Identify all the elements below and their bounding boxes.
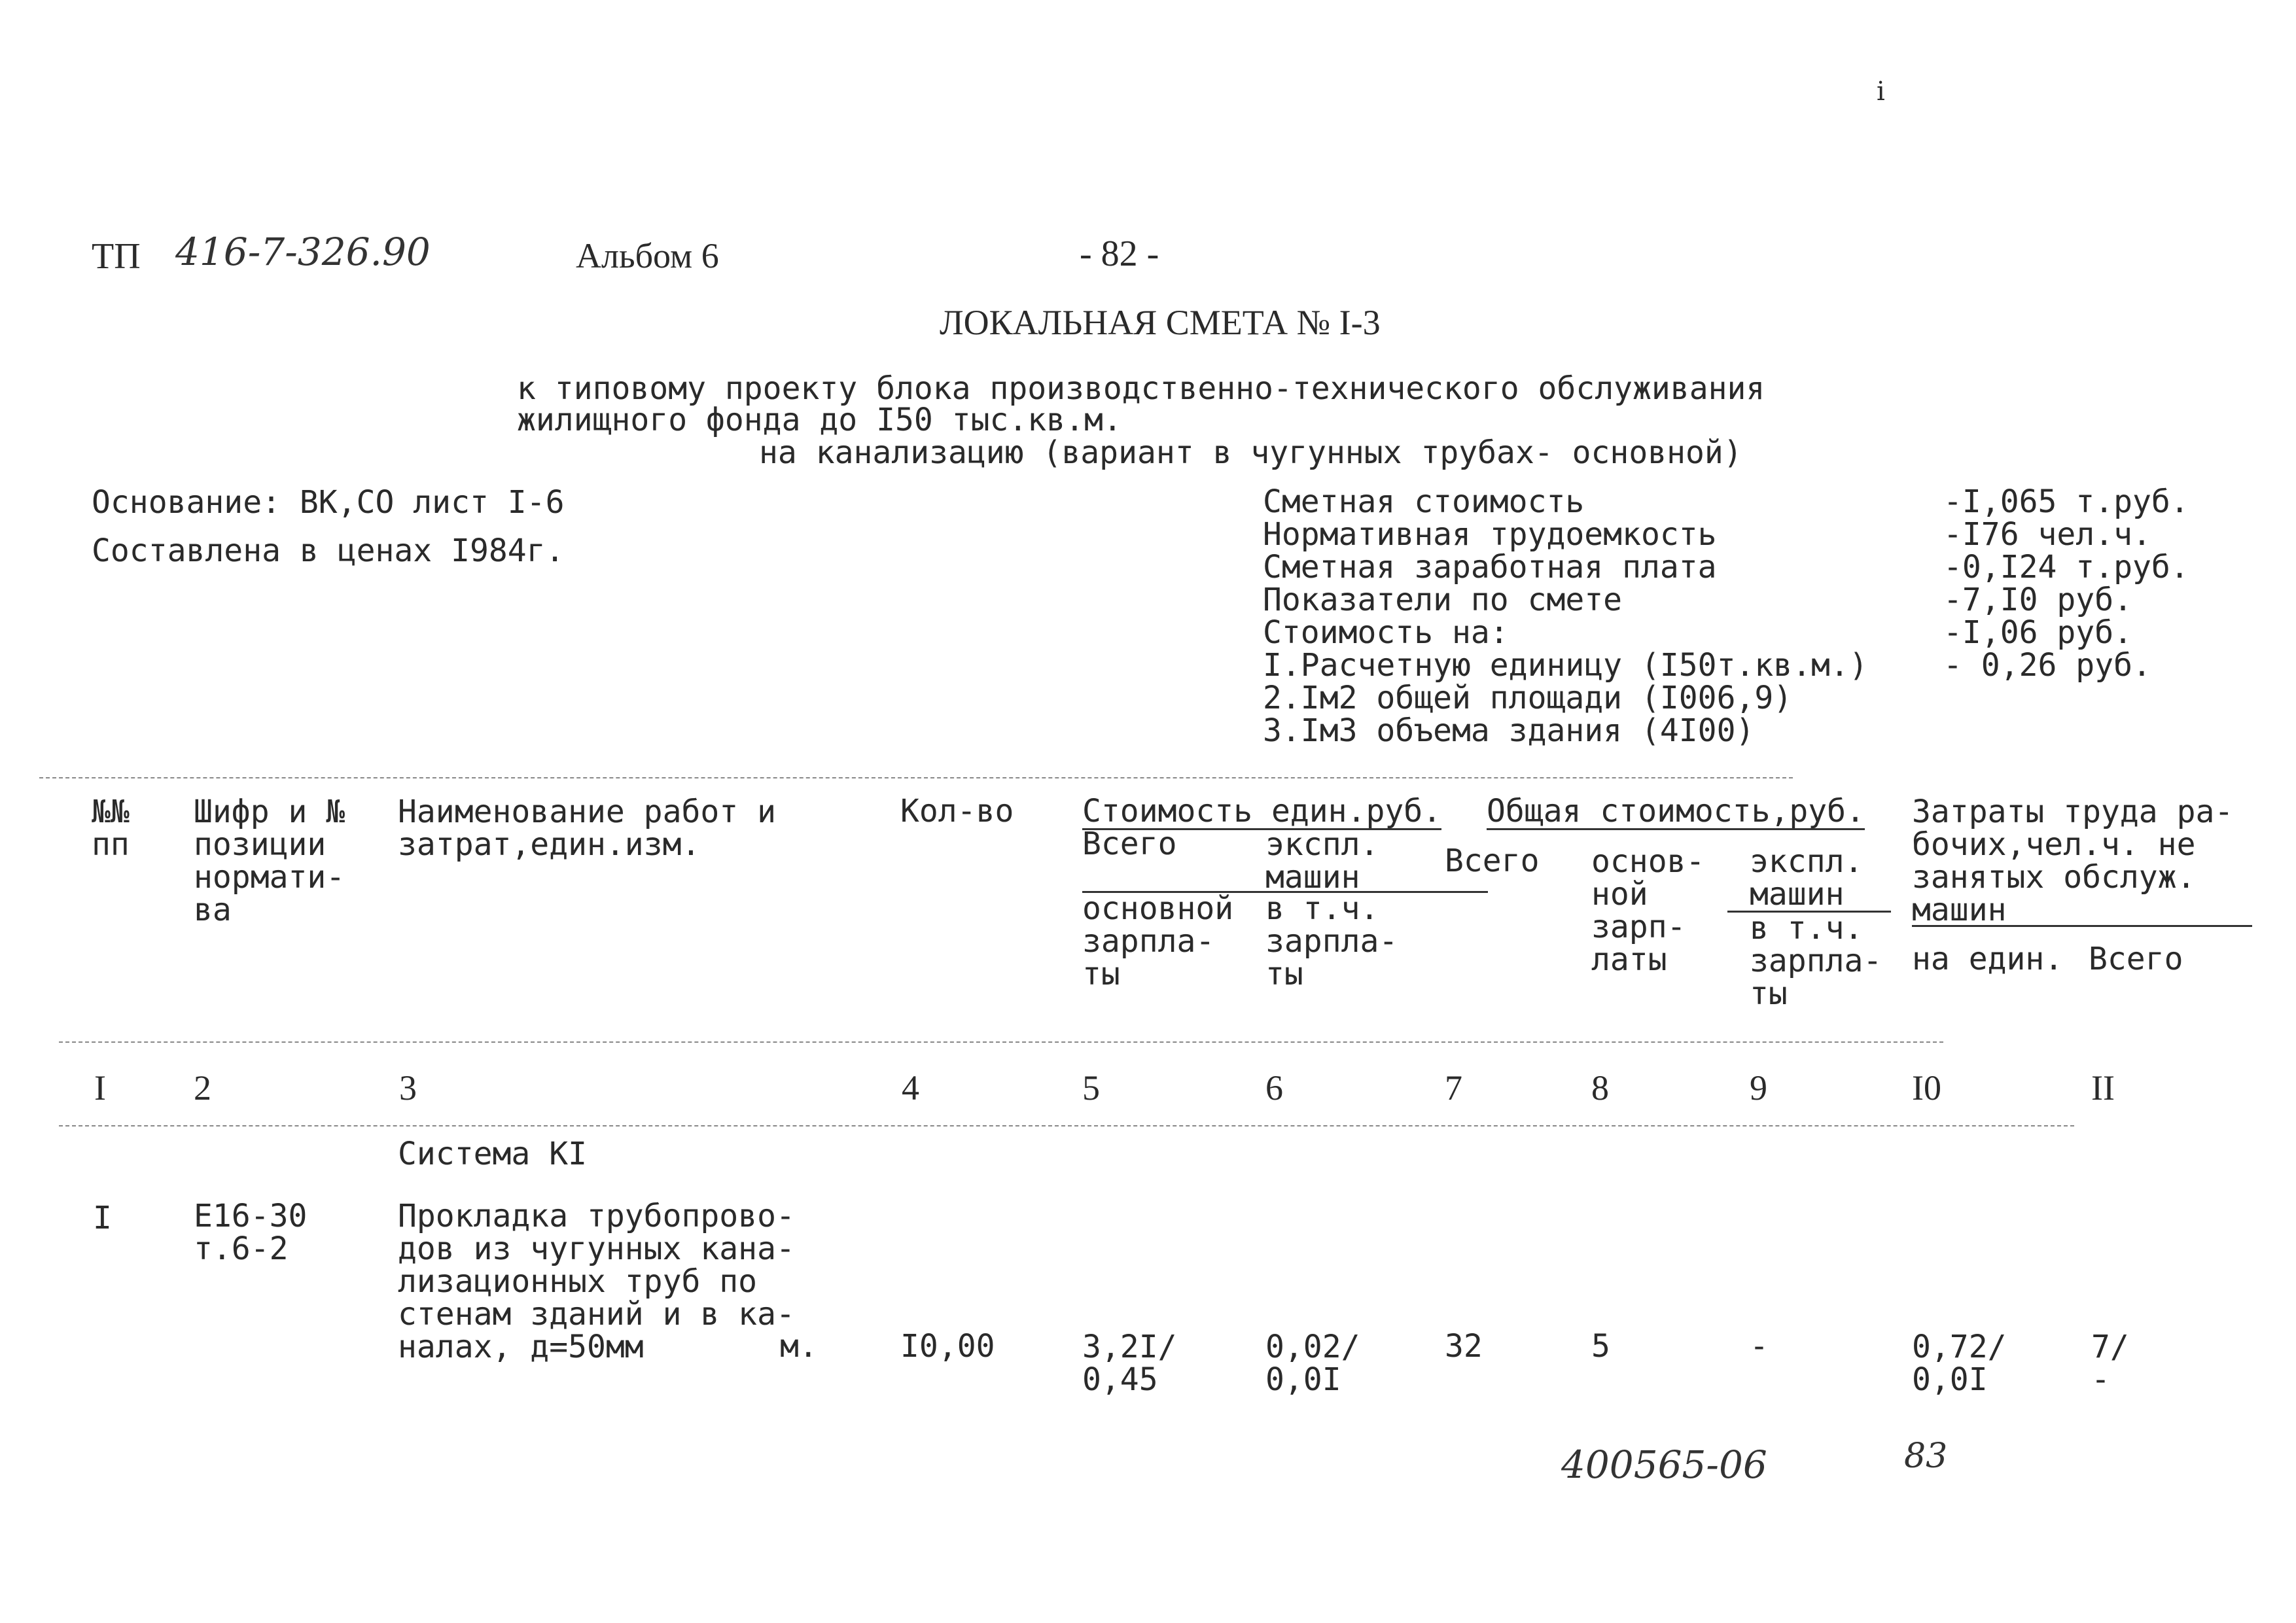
summary-value: -7,I0 руб. [1943, 582, 2132, 618]
table-top-rule [39, 777, 1793, 778]
head-total-cost-group: Общая стоимость,руб. [1487, 793, 1865, 829]
row-col-10: 0,72/ 0,0I [1912, 1329, 2007, 1398]
document-title: ЛОКАЛЬНАЯ СМЕТА № I-3 [940, 303, 1381, 342]
column-number: II [2091, 1068, 2115, 1108]
section-title: Система КI [398, 1136, 587, 1172]
head-col-2: Шифр и № позиции нормати- ва [194, 794, 345, 928]
head-col-5-top: Всего [1082, 826, 1177, 862]
head-col-5-bottom: основной зарпла- ты [1082, 890, 1234, 992]
row-qty: I0,00 [900, 1328, 995, 1365]
head-col-1: №№ пп [92, 794, 130, 863]
summary-label: I.Расчетную единицу (I50т.кв.м.) [1263, 647, 1868, 684]
row-col-11: 7/ - [2091, 1329, 2129, 1398]
summary-value: - 0,26 руб. [1943, 647, 2151, 684]
summary-values [1943, 485, 2189, 682]
column-number: 3 [399, 1068, 417, 1108]
row-number: I [93, 1200, 112, 1236]
page-number: - 82 - [1080, 234, 1159, 274]
column-number: I0 [1912, 1068, 1941, 1108]
numbers-bottom-rule [59, 1125, 2074, 1126]
head-labor-subrule [1912, 925, 2252, 927]
head-col-10: на един. [1912, 941, 2064, 977]
row-name: Прокладка трубопрово- дов из чугунных кана- лизационных труб по стенам зданий и в ка- налах, д=50мм [398, 1198, 795, 1365]
album-label: Альбом 6 [576, 236, 719, 275]
row-unit: м. [780, 1328, 818, 1365]
summary-value: -I,06 руб. [1943, 614, 2132, 651]
head-col-11: Всего [2089, 941, 2183, 977]
column-number: 9 [1750, 1068, 1767, 1108]
row-col-9: - [1750, 1328, 1769, 1365]
column-number: I [94, 1068, 106, 1108]
head-col-3: Наименование работ и затрат,един.изм. [398, 794, 776, 863]
title-line-3: на канализацию (вариант в чугунных трубах- основной) [759, 434, 1742, 471]
row-col-8: 5 [1591, 1328, 1610, 1365]
title-line-1: к типовому проекту блока производственно-технического обслуживания [517, 370, 1765, 407]
head-col-6-bottom: в т.ч. зарпла- ты [1265, 890, 1398, 992]
column-number: 5 [1082, 1068, 1100, 1108]
head-col-8: основ- ной зарп- латы [1591, 843, 1705, 978]
row-col-6: 0,02/ 0,0I [1265, 1329, 1360, 1398]
title-line-2: жилищного фонда до I50 тыс.кв.м. [517, 402, 1122, 438]
head-col-7: Всего [1445, 843, 1540, 879]
basis-line-1: Основание: ВК,СО лист I-6 [92, 484, 565, 521]
summary-label: 3.Iм3 объема здания (4I00) [1263, 712, 1755, 749]
column-number: 4 [902, 1068, 919, 1108]
corner-mark: ⅰ [1877, 77, 1885, 106]
summary-label: Нормативная трудоемкость [1263, 516, 1717, 553]
summary-label: 2.Iм2 общей площади (I006,9) [1263, 680, 1793, 716]
head-col-6-top: экспл. машин [1265, 826, 1379, 896]
head-col-9-top: экспл. машин [1750, 843, 1863, 913]
project-code: 416-7-326.90 [175, 230, 431, 274]
handwritten-sheet-number: 83 [1904, 1437, 1948, 1476]
column-number: 7 [1445, 1068, 1462, 1108]
summary-label: Сметная заработная плата [1263, 549, 1717, 585]
column-number: 8 [1591, 1068, 1609, 1108]
head-labor-group: Затраты труда ра- бочих,чел.ч. не занятых обслуж. машин [1912, 794, 2234, 928]
handwritten-stamp: 400565-06 [1561, 1442, 1767, 1487]
basis-line-2: Составлена в ценах I984г. [92, 532, 565, 569]
head-bottom-rule [59, 1041, 1943, 1043]
row-col-7: 32 [1445, 1328, 1483, 1365]
summary-value: -I76 чел.ч. [1943, 516, 2151, 553]
head-col-4: Кол-во [900, 793, 1014, 829]
summary-value: -0,I24 т.руб. [1943, 549, 2189, 585]
summary-value: -I,065 т.руб. [1943, 483, 2189, 520]
summary-label: Сметная стоимость [1263, 483, 1585, 520]
row-code: Е16-30 т.6-2 [194, 1198, 308, 1267]
summary-labels [1263, 485, 1868, 747]
head-col-9-bottom: в т.ч. зарпла- ты [1750, 910, 1882, 1012]
summary-label: Показатели по смете [1263, 582, 1623, 618]
row-col-5: 3,2I/ 0,45 [1082, 1329, 1177, 1398]
head-unit-cost-group: Стоимость един.руб. [1082, 793, 1442, 829]
tp-label: ТП [92, 236, 141, 277]
summary-label: Стоимость на: [1263, 614, 1509, 651]
column-number: 2 [194, 1068, 211, 1108]
column-number: 6 [1265, 1068, 1283, 1108]
